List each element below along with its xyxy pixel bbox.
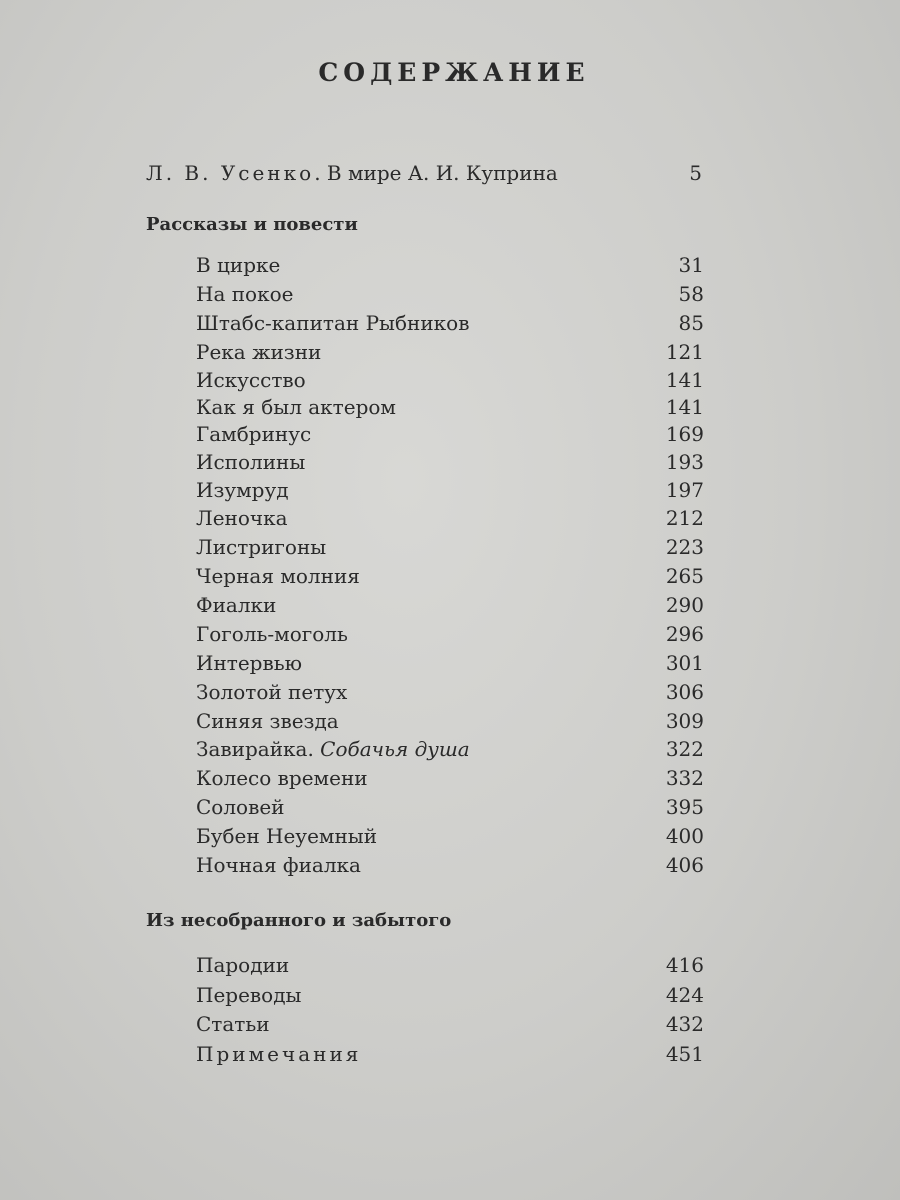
entry-title: Синяя звезда — [196, 709, 339, 733]
entry-title: Как я был актером — [196, 395, 396, 419]
entry-title: Штабс-капитан Рыбников — [196, 311, 470, 335]
toc-entry — [0, 561, 900, 591]
entry-page: 223 — [665, 535, 704, 559]
entry-page: 424 — [665, 983, 704, 1007]
entry-page: 290 — [665, 593, 704, 617]
entry-page: 322 — [665, 737, 704, 761]
toc-entry — [0, 706, 900, 736]
entry-title: Листригоны — [196, 535, 327, 559]
entry-title: Изумруд — [196, 478, 289, 502]
intro-title — [146, 158, 558, 188]
entry-page: 309 — [665, 709, 704, 733]
entry-title: Гамбринус — [196, 422, 312, 446]
toc-entry — [0, 532, 900, 562]
entry-title: Леночка — [196, 506, 288, 530]
section-heading-uncollected: Из несобранного и забытого — [146, 910, 452, 931]
toc-entry — [0, 475, 900, 505]
entry-title-italic: Собачья душа — [320, 737, 470, 761]
intro-author: Л. В. Усенко — [146, 161, 315, 185]
entry-page: 432 — [665, 1012, 704, 1036]
entry-title: На покое — [196, 282, 294, 306]
entry-title: Исполины — [196, 450, 306, 474]
entry-title: Пародии — [196, 953, 290, 977]
toc-entry — [0, 950, 900, 980]
toc-entry — [0, 792, 900, 822]
toc-entry — [0, 734, 900, 764]
entry-title: Черная молния — [196, 564, 360, 588]
entry-title: Переводы — [196, 983, 302, 1007]
entry-page: 85 — [678, 311, 704, 335]
entry-page: 121 — [665, 340, 704, 364]
entry-title: Интервью — [196, 651, 303, 675]
entry-title: Бубен Неуемный — [196, 824, 378, 848]
entry-page: 31 — [678, 253, 704, 277]
toc-entry — [0, 279, 900, 309]
entry-title: Ночная фиалка — [196, 853, 361, 877]
entry-title: Примечания — [196, 1042, 362, 1066]
entry-page: 400 — [665, 824, 704, 848]
toc-entry — [0, 503, 900, 533]
toc-entry — [0, 419, 900, 449]
toc-entry — [0, 677, 900, 707]
entry-page: 141 — [665, 395, 704, 419]
entry-page: 395 — [665, 795, 704, 819]
entry-title: Гоголь-моголь — [196, 622, 348, 646]
toc-entry — [0, 763, 900, 793]
toc-entry — [0, 447, 900, 477]
entry-page: 406 — [665, 853, 704, 877]
toc-entry — [0, 337, 900, 367]
toc-entry — [0, 821, 900, 851]
toc-entry — [0, 1009, 900, 1039]
entry-page: 212 — [665, 506, 704, 530]
toc-entry — [0, 1039, 900, 1069]
entry-title-main: Завирайка. — [196, 737, 314, 761]
toc-entry — [0, 850, 900, 880]
entry-title: Река жизни — [196, 340, 322, 364]
page-title: СОДЕРЖАНИЕ — [318, 58, 590, 87]
entry-title: Золотой петух — [196, 680, 348, 704]
entry-title: Колесо времени — [196, 766, 368, 790]
toc-entry — [0, 980, 900, 1010]
entry-title: Статьи — [196, 1012, 270, 1036]
entry-page: 141 — [665, 368, 704, 392]
section-heading-stories: Рассказы и повести — [146, 214, 358, 235]
toc-entry — [0, 308, 900, 338]
entry-page: 416 — [665, 953, 704, 977]
toc-entry — [0, 250, 900, 280]
entry-page: 265 — [665, 564, 704, 588]
entry-page: 451 — [665, 1042, 704, 1066]
toc-entry — [0, 648, 900, 678]
entry-page: 58 — [678, 282, 704, 306]
entry-page: 296 — [665, 622, 704, 646]
entry-page: 197 — [665, 478, 704, 502]
intro-page: 5 — [689, 161, 702, 185]
entry-title: Искусство — [196, 368, 306, 392]
entry-title: В цирке — [196, 253, 281, 277]
entry-title — [196, 734, 470, 764]
entry-page: 332 — [665, 766, 704, 790]
toc-entry — [0, 619, 900, 649]
entry-title: Соловей — [196, 795, 285, 819]
intro-text: . В мире А. И. Куприна — [314, 161, 558, 185]
toc-entry — [0, 392, 900, 422]
entry-page: 169 — [665, 422, 704, 446]
entry-title: Фиалки — [196, 593, 277, 617]
toc-entry — [0, 365, 900, 395]
entry-page: 306 — [665, 680, 704, 704]
intro-entry — [0, 158, 900, 188]
toc-entry — [0, 590, 900, 620]
entry-page: 193 — [665, 450, 704, 474]
entry-page: 301 — [665, 651, 704, 675]
